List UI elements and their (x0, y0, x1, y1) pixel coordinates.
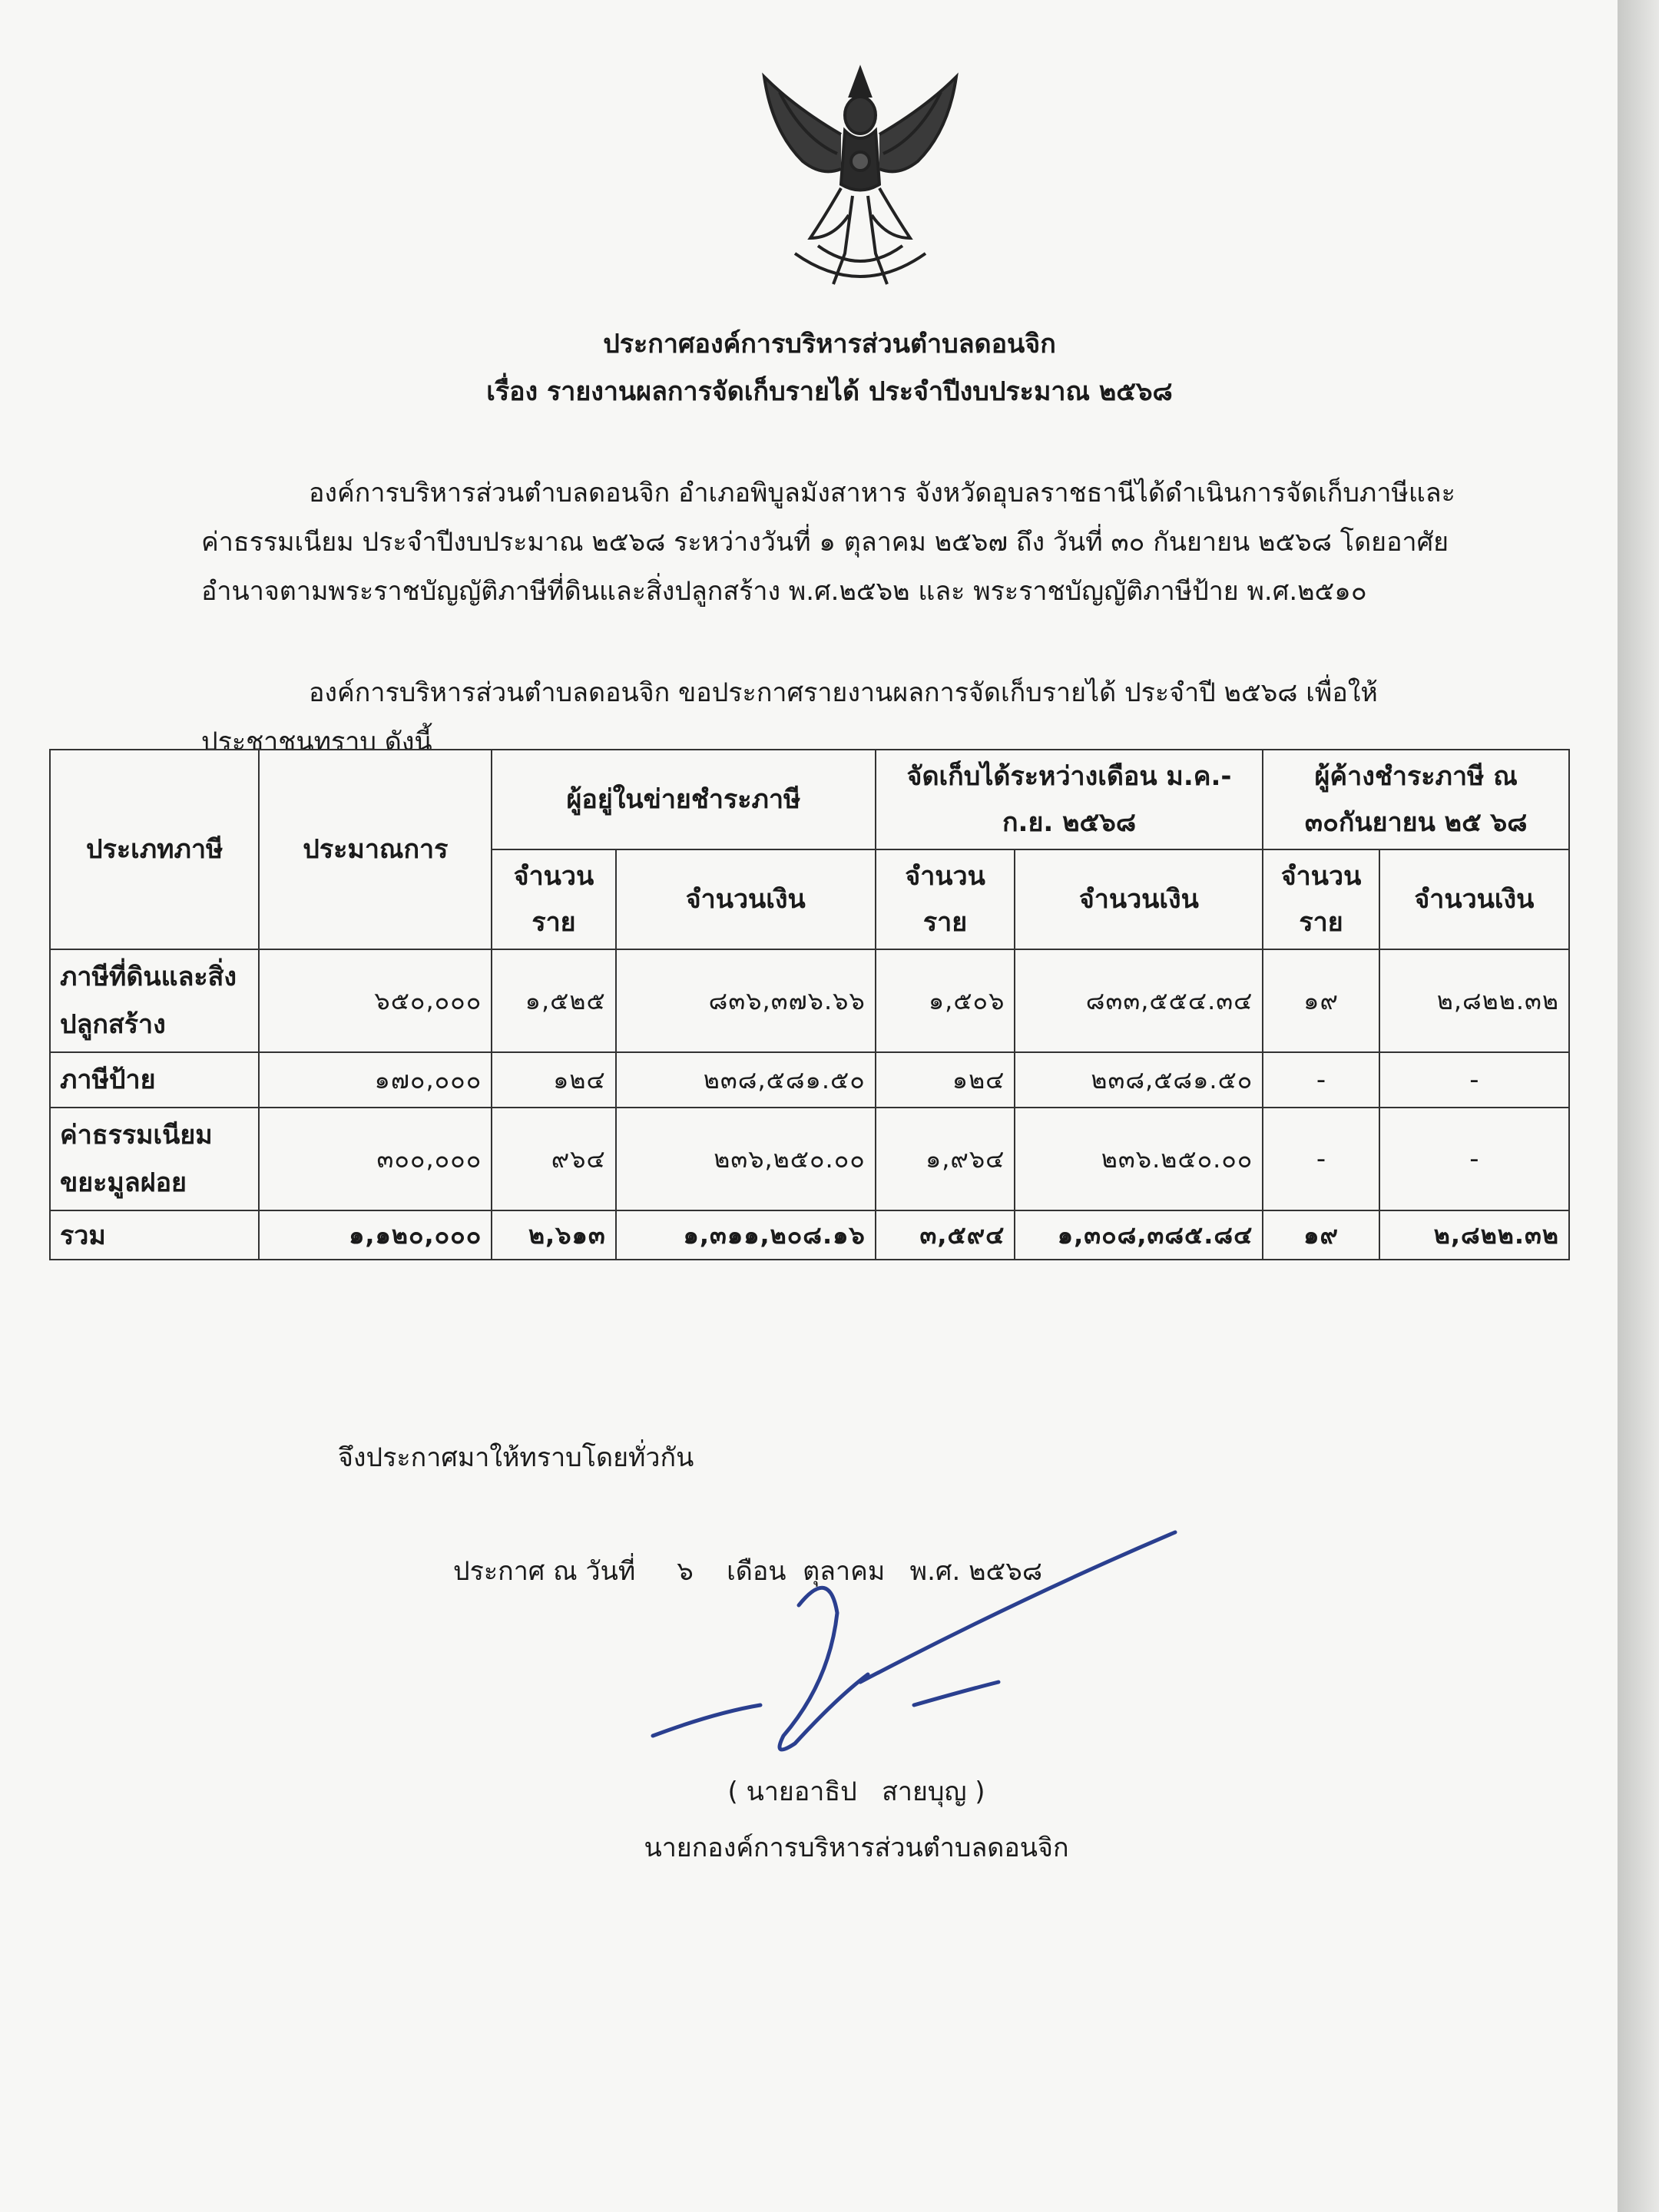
row-tax-type: ภาษีที่ดินและสิ่งปลูกสร้าง (50, 949, 259, 1052)
row-outstanding-count: ๑๙ (1263, 949, 1379, 1052)
header-collected: จัดเก็บได้ระหว่างเดือน ม.ค.-ก.ย. ๒๕๖๘ (876, 750, 1263, 849)
body-paragraph-1: องค์การบริหารส่วนตำบลดอนจิก อำเภอพิบูลมังสาหาร จังหวัดอุบลราชธานีได้ดำเนินการจัดเก็บภาษีและค่าธรรมเนียม ประจำปีงบประมาณ ๒๕๖๘ ระหว่างวันที่ ๑ ตุลาคม ๒๕๖๗ ถึง วันที่ ๓๐ กันยายน ๒๕๖๘ โดยอาศัยอำนาจตามพระราชบัญญัติภาษีที่ดินและสิ่งปลูกสร้าง พ.ศ.๒๕๖๒ และ พระราชบัญญัติภาษีป้าย พ.ศ.๒๕๑๐ (201, 478, 1455, 607)
signatory-position: นายกองค์การบริหารส่วนตำบลดอนจิก (644, 1833, 1069, 1863)
header-estimate: ประมาณการ (259, 750, 492, 949)
table-row (50, 1108, 1569, 1210)
row-outstanding-count: - (1263, 1052, 1379, 1108)
header-collected-count: จำนวน ราย (876, 849, 1015, 949)
closing-statement: จึงประกาศมาให้ทราบโดยทั่วกัน (338, 1442, 694, 1473)
row-collected-count: ๑,๕๐๖ (876, 949, 1015, 1052)
header-collected-amount: จำนวนเงิน (1015, 849, 1263, 949)
row-payer-amount: ๘๓๖,๓๗๖.๖๖ (616, 949, 876, 1052)
row-tax-type: ภาษีป้าย (50, 1052, 259, 1108)
row-collected-count: ๑๒๔ (876, 1052, 1015, 1108)
header-tax-type: ประเภทภาษี (50, 750, 259, 949)
announcement-date: ประกาศ ณ วันที่ ๖ เดือน ตุลาคม พ.ศ. ๒๕๖๘ (453, 1556, 1043, 1587)
total-label: รวม (50, 1210, 259, 1260)
page-edge (1618, 0, 1659, 2212)
header-outstanding-count: จำนวน ราย (1263, 849, 1379, 949)
row-payer-count: ๙๖๔ (492, 1108, 615, 1210)
total-collected-count: ๓,๕๙๔ (876, 1210, 1015, 1260)
revenue-table (49, 749, 1570, 1260)
total-payer-count: ๒,๖๑๓ (492, 1210, 615, 1260)
table-total-row (50, 1210, 1569, 1260)
row-payer-amount: ๒๓๘,๕๘๑.๕๐ (616, 1052, 876, 1108)
row-outstanding-amount: - (1379, 1108, 1569, 1210)
total-payer-amount: ๑,๓๑๑,๒๐๘.๑๖ (616, 1210, 876, 1260)
table-row (50, 1052, 1569, 1108)
row-payer-count: ๑,๕๒๕ (492, 949, 615, 1052)
announcement-subject: เรื่อง รายงานผลการจัดเก็บรายได้ ประจำปีงบประมาณ ๒๕๖๘ (486, 376, 1173, 407)
row-collected-amount: ๘๓๓,๕๕๔.๓๔ (1015, 949, 1263, 1052)
row-estimate: ๖๕๐,๐๐๐ (259, 949, 492, 1052)
garuda-emblem-icon (749, 61, 972, 300)
announcement-title: ประกาศองค์การบริหารส่วนตำบลดอนจิก (603, 329, 1056, 359)
row-outstanding-amount: - (1379, 1052, 1569, 1108)
header-payer-amount: จำนวนเงิน (616, 849, 876, 949)
total-collected-amount: ๑,๓๐๘,๓๘๕.๘๔ (1015, 1210, 1263, 1260)
row-outstanding-amount: ๒,๘๒๒.๓๒ (1379, 949, 1569, 1052)
header-taxpayers: ผู้อยู่ในข่ายชำระภาษี (492, 750, 876, 849)
row-tax-type: ค่าธรรมเนียมขยะมูลฝอย (50, 1108, 259, 1210)
row-collected-amount: ๒๓๘,๕๘๑.๕๐ (1015, 1052, 1263, 1108)
row-collected-amount: ๒๓๖.๒๕๐.๐๐ (1015, 1108, 1263, 1210)
row-payer-count: ๑๒๔ (492, 1052, 615, 1108)
total-outstanding-count: ๑๙ (1263, 1210, 1379, 1260)
header-outstanding-amount: จำนวนเงิน (1379, 849, 1569, 949)
header-payer-count: จำนวน ราย (492, 849, 615, 949)
handwritten-signature (637, 1528, 1190, 1774)
table-header-row (50, 750, 1569, 849)
row-collected-count: ๑,๙๖๔ (876, 1108, 1015, 1210)
row-estimate: ๓๐๐,๐๐๐ (259, 1108, 492, 1210)
table-row (50, 949, 1569, 1052)
row-estimate: ๑๗๐,๐๐๐ (259, 1052, 492, 1108)
row-payer-amount: ๒๓๖,๒๕๐.๐๐ (616, 1108, 876, 1210)
body-paragraph-2: องค์การบริหารส่วนตำบลดอนจิก ขอประกาศรายงานผลการจัดเก็บรายได้ ประจำปี ๒๕๖๘ เพื่อให้ประชาชนทราบ ดังนี้ (201, 677, 1378, 757)
row-outstanding-count: - (1263, 1108, 1379, 1210)
signatory-name: ( นายอาธิป สายบุญ ) (727, 1777, 985, 1807)
total-outstanding-amount: ๒,๘๒๒.๓๒ (1379, 1210, 1569, 1260)
total-estimate: ๑,๑๒๐,๐๐๐ (259, 1210, 492, 1260)
header-outstanding: ผู้ค้างชำระภาษี ณ ๓๐กันยายน ๒๕ ๖๘ (1263, 750, 1569, 849)
